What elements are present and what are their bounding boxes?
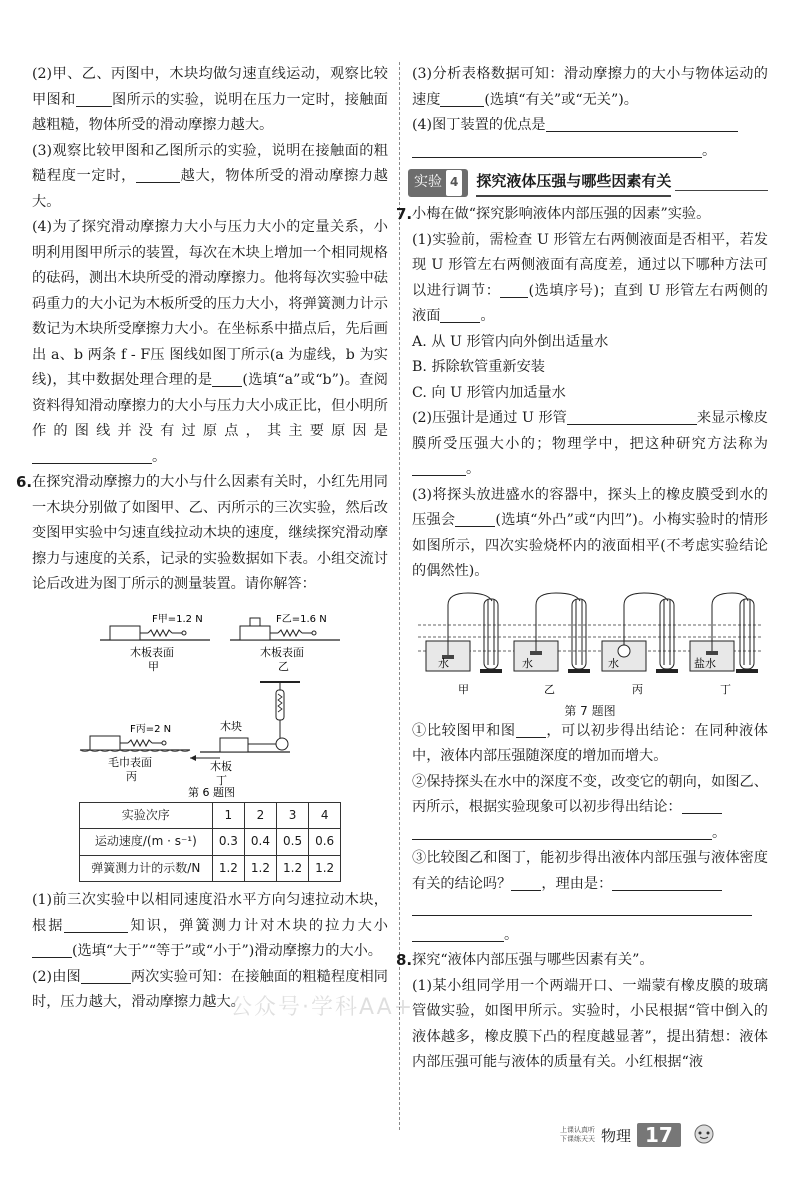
table-row: 运动速度/(m · s⁻¹) 0.3 0.4 0.5 0.6 xyxy=(79,829,340,856)
q6-part2: (2)由图 两次实验可知：在接触面的粗糙程度相同时，压力越大，滑动摩擦力越大。 xyxy=(32,968,388,1010)
answer-blank[interactable] xyxy=(440,306,480,323)
fig7-liquid-jia: 水 xyxy=(438,656,449,670)
q5-part3: (3)观察比较甲图和乙图所示的实验，说明在接触面的粗糙程度一定时， 越大，物体所受的滑动摩擦力越大。 xyxy=(32,142,388,210)
q7-part3: (3)将探头放进盛水的容器中，探头上的橡皮膜受到水的压强会 (选填“外凸”或“内凹”)。小梅实验时的情形如图所示，四次实验烧杯内的液面相平(不考虑实验结论的偶然性)。 xyxy=(412,486,768,579)
weight-icon xyxy=(250,618,260,626)
table-header-row: 实验次序 1 2 3 4 xyxy=(79,802,340,829)
option-c: C. 向 U 形管内加适量水 xyxy=(412,384,566,401)
section-tag: 实验 4 xyxy=(408,169,468,197)
answer-blank[interactable] xyxy=(412,899,752,916)
answer-blank[interactable] xyxy=(612,874,722,891)
answer-blank[interactable] xyxy=(76,90,112,107)
q6-part3: (3)分析表格数据可知：滑动摩擦力的大小与物体运动的速度 (选填“有关”或“无关”)。 xyxy=(412,66,768,108)
answer-blank[interactable] xyxy=(412,459,466,476)
data-table xyxy=(79,802,341,883)
option-a: A. 从 U 形管内向外倒出适量水 xyxy=(412,333,609,350)
question-7: 7. 小梅在做“探究影响液体内部压强的因素”实验。 xyxy=(412,202,768,228)
answer-blank[interactable] xyxy=(546,115,738,132)
fig7-caption: 第 7 题图 xyxy=(564,703,616,718)
section-header xyxy=(408,170,768,196)
answer-blank[interactable] xyxy=(682,797,722,814)
fig6-label-bing-surface: 毛巾表面 xyxy=(108,755,152,769)
fig7-jia xyxy=(426,593,502,696)
fig6-force-bing: F丙=2 N xyxy=(130,723,172,735)
fig6-label-ding: 丁 xyxy=(216,773,227,787)
answer-blank[interactable] xyxy=(412,141,702,158)
answer-blank[interactable] xyxy=(81,967,131,984)
right-column xyxy=(396,62,768,1076)
question-6: 6. 在探究滑动摩擦力的大小与什么因素有关时，小红先用同一木块分别做了如图甲、乙、丙所示的三次实验，然后改变图甲实验中匀速直线拉动木块的速度，继续探究滑动摩擦力与速度的关系，记录的实验数据如下表。小组交流讨论后改进为图丁所示的测量装置。请你解答： xyxy=(32,470,388,598)
fig6-ding xyxy=(190,682,300,787)
answer-blank[interactable] xyxy=(455,510,495,527)
fig6-yi xyxy=(230,613,340,673)
answer-blank[interactable] xyxy=(32,447,152,464)
answer-blank[interactable] xyxy=(412,823,712,840)
q8-part1: (1)某小组同学用一个两端开口、一端蒙有橡皮膜的玻璃管做实验，如图甲所示。实验时，小民根据“管中倒入的液体越多，橡皮膜下凸的程度越显著”，提出猜想：液体内部压强可能与液体的质量有关。小红根据“液 xyxy=(412,977,768,1070)
q6-part4: (4)图丁装置的优点是 。 xyxy=(412,113,768,164)
q5-part4: (4)为了探究滑动摩擦力大小与压力大小的定量关系，小明利用图甲所示的装置，每次在木块上增加一个相同规格的砝码，测出木块所受的滑动摩擦力。他将每次实验中砝码重力的大小记为木板所受的压力大小，将弹簧测力计示数记为木块所受摩擦力大小。在坐标系中描点后，先后画出 a、b 两条 f - F压 图线如图丁所示(a 为虚线，b 为实线)，其中数据处理合理的是 (选填“a”或“b”)。查阅资料得知滑动摩擦力的大小与压力大小成正比，但小明所作的图线并没有过原点，其主要原因是。 xyxy=(32,219,388,465)
fig6-label-block: 木块 xyxy=(220,719,242,733)
fig6-jia xyxy=(100,613,210,673)
answer-blank[interactable] xyxy=(500,281,528,298)
q7-conclusion-2: ②保持探头在水中的深度不变，改变它的朝向，如图乙、丙所示，根据实验现象可以初步得出结论： 。 xyxy=(412,773,768,841)
fig7-liquid-yi: 水 xyxy=(522,656,533,670)
answer-blank[interactable] xyxy=(516,721,546,738)
fig6-label-bing: 丙 xyxy=(126,769,137,783)
footer-slogan: 上课认真听 下课练天天 xyxy=(560,1126,595,1143)
fig6-label-yi: 乙 xyxy=(278,659,289,673)
footer-subject: 物理 xyxy=(601,1126,632,1145)
fig7-label-jia: 甲 xyxy=(458,682,469,696)
q5-part2: (2)甲、乙、丙图中，木块均做匀速直线运动，观察比较甲图和 图所示的实验，说明在压力一定时，接触面越粗糙，物体所受的滑动摩擦力越大。 xyxy=(32,66,388,133)
page-number: 17 xyxy=(637,1123,681,1147)
answer-blank[interactable] xyxy=(511,874,541,891)
q7-conclusion-3: ③比较图乙和图丁，能初步得出液体内部压强与液体密度有关的结论吗？ ，理由是： 。 xyxy=(412,850,768,943)
fig6-bing xyxy=(80,723,190,783)
fig6-label-jia-surface: 木板表面 xyxy=(130,645,174,659)
answer-blank[interactable] xyxy=(32,941,72,958)
q6-part1: (1)前三次实验中以相同速度沿水平方向匀速拉动木块，根据 知识，弹簧测力计对木块的拉力大小(选填“大于”“等于”或“小于”)滑动摩擦力的大小。 xyxy=(32,892,388,959)
fig6-label-board: 木板 xyxy=(210,759,232,773)
answer-blank[interactable] xyxy=(136,166,180,183)
answer-blank[interactable] xyxy=(567,408,697,425)
question-8: 8. 探究“液体内部压强与哪些因素有关”。 xyxy=(412,948,768,974)
fig6-force-yi: F乙=1.6 N xyxy=(276,613,327,625)
answer-blank[interactable] xyxy=(412,925,504,942)
section-title: 探究液体压强与哪些因素有关 xyxy=(476,169,671,198)
fig7-label-bing: 丙 xyxy=(632,682,643,696)
page-footer xyxy=(560,1120,760,1150)
mascot-icon xyxy=(687,1122,721,1148)
fig7-label-ding: 丁 xyxy=(720,682,731,696)
fig6-label-jia: 甲 xyxy=(148,659,159,673)
fig6-label-yi-surface: 木板表面 xyxy=(260,645,304,659)
watermark: 公众号·学科AA+ xyxy=(230,995,415,1020)
figure-6 xyxy=(60,598,360,798)
fig7-ding xyxy=(690,593,758,696)
fig7-liquid-bing: 水 xyxy=(608,656,619,670)
q7-part2: (2)压强计是通过 U 形管 来显示橡皮膜所受压强大小的；物理学中，把这种研究方法称为。 xyxy=(412,410,768,477)
option-b: B. 拆除软管重新安装 xyxy=(412,359,545,375)
answer-blank[interactable] xyxy=(212,370,242,387)
question-number: 6. xyxy=(16,473,33,491)
q7-part1: (1)实验前，需检查 U 形管左右两侧液面是否相平，若发现 U 形管左右两侧液面有高度差，通过以下哪种方法可以进行调节： (选填序号)；直到 U 形管左右两侧的液面 。 xyxy=(412,231,768,324)
fig7-yi xyxy=(514,593,590,696)
left-column xyxy=(16,62,388,1016)
question-number: 7. xyxy=(396,205,413,223)
answer-blank[interactable] xyxy=(440,90,484,107)
fig7-bing xyxy=(602,593,678,696)
fig7-liquid-ding: 盐水 xyxy=(694,656,716,670)
arrow-left-icon xyxy=(190,755,196,761)
table-row: 弹簧测力计的示数/N 1.2 1.2 1.2 1.2 xyxy=(79,855,340,882)
question-number: 8. xyxy=(396,951,413,969)
figure-7 xyxy=(418,585,762,703)
fig7-label-yi: 乙 xyxy=(544,682,555,696)
fig6-caption: 第 6 题图 xyxy=(188,785,235,798)
fig6-force-jia: F甲=1.2 N xyxy=(152,613,203,625)
pulley-icon xyxy=(276,738,288,750)
answer-blank[interactable] xyxy=(64,916,128,933)
q7-conclusion-1: ①比较图甲和图 ，可以初步得出结论：在同种液体中，液体内部压强随深度的增加而增大。 xyxy=(412,722,768,764)
